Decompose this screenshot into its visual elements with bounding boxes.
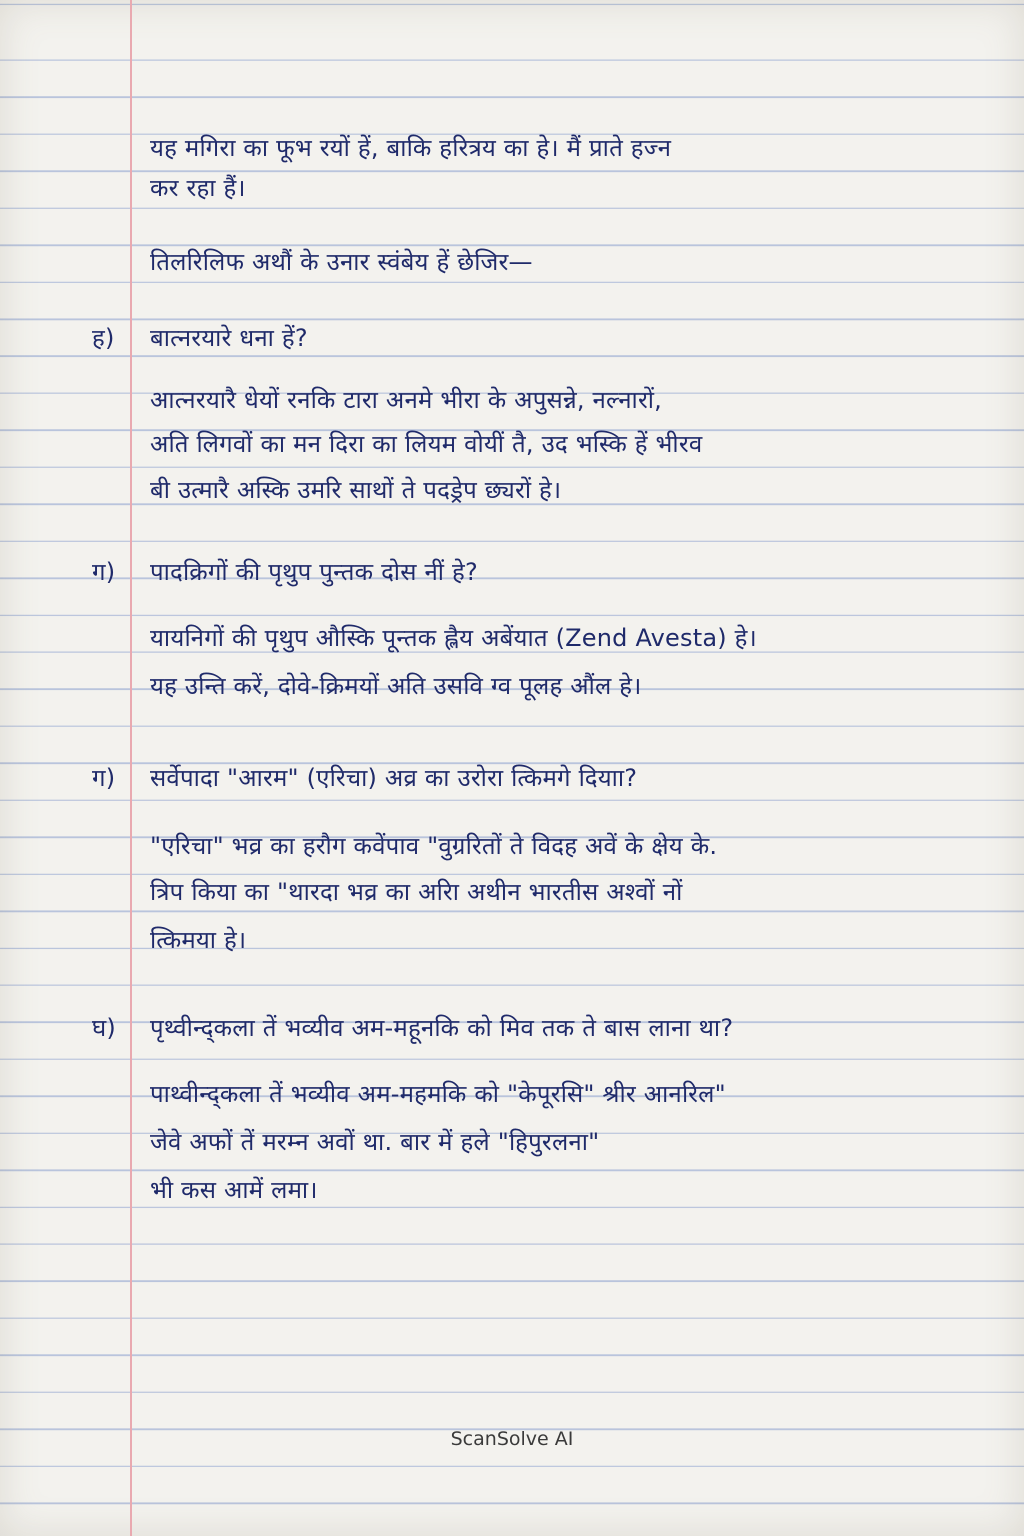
intro-line-3: तिलरिलिफ अथौं के उनार स्वंबेय हें छेजिर— bbox=[150, 248, 533, 276]
answer-3-line-1: "एरिचा" भव्र का हरौग कवेंपाव "वुग्ररितों ते विदह अवें के क्षेय के. bbox=[150, 832, 718, 860]
intro-line-1: यह मगिरा का फूभ रयों हें, बाकि हरित्रय का हे। मैं प्राते हज्न bbox=[150, 134, 672, 162]
question-4 bbox=[92, 1010, 734, 1047]
question-text: पादक्रिगों की पृथुप पुन्तक दोस नीं हे? bbox=[150, 558, 478, 586]
answer-3-line-3: त्किमया हे। bbox=[150, 926, 247, 954]
question-1 bbox=[92, 320, 308, 357]
question-label: ग) bbox=[92, 764, 116, 792]
footer-watermark: ScanSolve AI bbox=[450, 1428, 574, 1450]
answer-1-line-2: अति लिगवों का मन दिरा का लियम वोयीं तै, उद भस्कि हें भीरव bbox=[150, 430, 703, 458]
answer-4-line-2: जेवे अफों तें मरम्न अवों था. बार में हले "हिपुरलना" bbox=[150, 1128, 600, 1156]
question-text: बात्नरयारे धना हें? bbox=[150, 324, 308, 352]
question-label: ग) bbox=[92, 558, 116, 586]
answer-1-line-3: बी उत्मारै अस्कि उमरि साथों ते पदड्रेप छ्यरों हे। bbox=[150, 476, 562, 504]
question-label: ह) bbox=[92, 324, 115, 352]
question-3 bbox=[92, 760, 638, 797]
answer-1-line-1: आत्नरयारै धेयों रनकि टारा अनमे भीरा के अपुसन्ने, नल्नारों, bbox=[150, 386, 663, 414]
question-text: सर्वेपादा "आरम" (एरिचा) अव्र का उरोरा त्किमगे दियाा? bbox=[150, 764, 638, 792]
answer-2-line-2: यह उन्ति करें, दोवे-क्रिमयों अति उसवि ग्व पूलह औंल हे। bbox=[150, 672, 642, 700]
question-2 bbox=[92, 554, 478, 591]
answer-3-line-2: त्रिप किया का "थारदा भव्र का अरिा अथीन भारतीस अश्वों नों bbox=[150, 878, 683, 906]
question-label: घ) bbox=[92, 1014, 116, 1042]
answer-4-line-3: भी कस आमें लमा। bbox=[150, 1176, 318, 1204]
intro-line-2: कर रहा हैं। bbox=[150, 174, 246, 202]
answer-4-line-1: पाथ्वीन्द्कला तें भव्यीव अम-महमकि को "केपूरसि" श्रीर आनरिल" bbox=[150, 1080, 726, 1108]
answer-2-line-1: यायनिगों की पृथुप औस्कि पून्तक ह्लैय अबेंयात (Zend Avesta) हे। bbox=[150, 624, 757, 652]
question-text: पृथ्वीन्द्कला तें भव्यीव अम-महूनकि को मिव तक ते बास लाना था? bbox=[150, 1014, 734, 1042]
